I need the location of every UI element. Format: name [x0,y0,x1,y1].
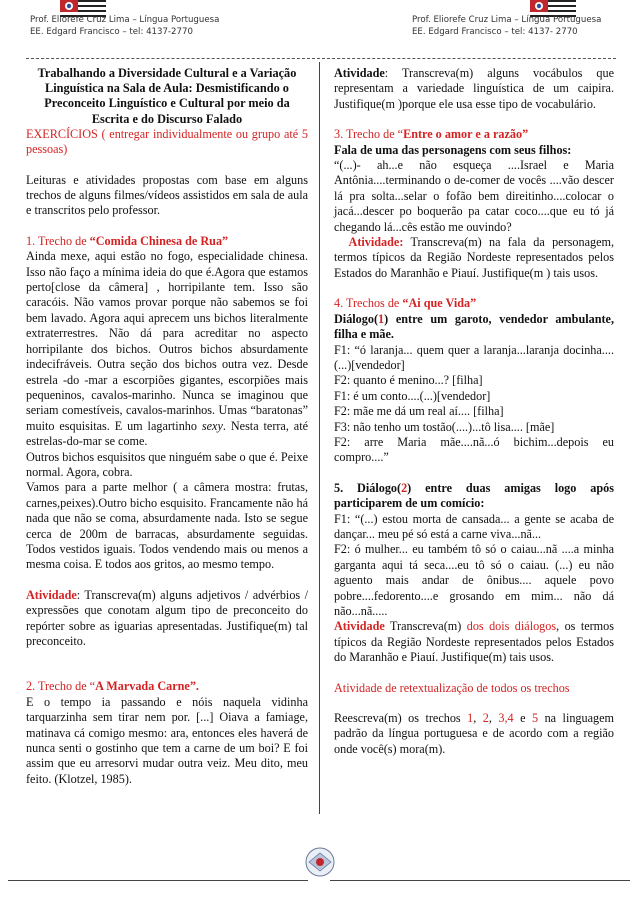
header-right [412,14,601,38]
section-1-text-b: . Nesta terra, até estrelas-do-mar se come. [26,418,309,449]
retextualization-text [334,711,614,757]
dialog-1-line: F1: é um conto....(...)[vendedor] [334,388,491,403]
section-4-name: “Ai que Vida” [402,296,477,311]
activity-5-mid: Transcreva(m) [384,619,467,634]
header-right-line1: Prof. Eliorefe Cruz Lima – Língua Portuguesa [412,15,602,25]
footer-line-right [330,880,630,881]
section-1-text-3: Vamos para a parte melhor ( a câmera mostra: frutas, carnes,peixes).Outro bicho esquisito. Francamente não há nada que não se coma, absurdamente nada. Isto se segue cerca de 200m de barracas, absurdamente seguidas. Todos vestidos iguais. Todos vendendo mais ou menos a mesma coisa. E todos aos gritos, ao mesmo tempo. [26,480,308,572]
exercicios-instructions: EXERCÍCIOS ( entregar individualmente ou grupo até 5 pessoas) [26,126,308,157]
activity-1-text: : Transcreva(m) alguns adjetivos / advérbios / expressões que conotam algum tipo de preconceito do repórter sobre as iguarias apresentadas. Justifique(m) tal preconceito. [26,587,308,648]
dialog-1-line: F2: quanto é menino...? [filha] [334,373,483,388]
activity-3-label: Atividade: [348,235,404,250]
retext-b: na linguagem padrão da língua portuguesa e de acordo com a região onde você(s) mora(m). [334,711,615,756]
section-3-subheading: Fala de uma das personagens com seus filhos: [334,142,572,157]
sexy-word: sexy [201,418,223,433]
section-5-heading [334,481,614,512]
section-2-prefix: 2. Trecho de “ [26,679,96,694]
dialog-1-line: F3: não tenho um tostão(....)...tô lisa.... [mãe] [334,419,555,434]
section-4-heading [334,296,614,311]
activity-2-label: Atividade [334,66,385,80]
activity-5 [334,619,614,665]
activity-2-text: : Transcreva(m) alguns vocábulos que representam a variedade linguística de um caipira. Justifique(m )porque ele usa esse tipo de vocabulário. [334,66,614,111]
section-2-heading [26,679,308,694]
retext-a: Reescreva(m) os trechos [334,711,468,726]
header-divider [26,58,616,59]
section-3-heading [334,127,614,142]
activity-1 [26,588,308,650]
section-3-name: Entre o amor e a razão” [403,127,529,142]
dialog-2-label-a: 5. Diálogo( [334,480,402,495]
retext-sep-1: , [473,711,483,726]
activity-1-label: Atividade [26,587,77,602]
retextualization-heading: Atividade de retextualização de todos os trechos [334,680,570,695]
dialog-2-text-b: F2: ó mulher... eu também tô só o caiau...nã ....a minha garganta aqui tá seca....eu tô só o caiau. (...) eu não aguento mais andar de ônibus.... aquele povo pobre....fedorento....e grosando em mim... não dá não...nã..... [334,542,614,618]
activity-3-text: Transcreva(m) na fala da personagem, termos típicos da Região Nordeste representados pelos Estados do Maranhão e Piauí. Justifique(m ) tais usos. [334,235,615,280]
header-left-line2: EE. Edgard Francisco – tel: 4137-2770 [30,27,193,37]
section-2-text: E o tempo ia passando e nóis naquela vidinha tarquarzinha sem tirar nem por. [...] Oiava a famiage, matinava cá comigo mesmo: ara, entonces eles haverá de nunca senti o gostinho que tem a carne de um boi? E foi assim que eu arresorvi mudar outra veiz. Meu dito, meu feito. (Klotzel, 1985). [26,694,308,786]
right-column [334,66,614,757]
retext-num-2: 2 [482,711,489,726]
dialog-2-text-a: F1: “(...) estou morta de cansada... a gente se acaba de dançar... meu pé só está a carne viva...nã... [334,511,614,541]
activity-5-label: Atividade [334,619,385,634]
page-header [0,0,638,62]
dialog-1-line: F2: mãe me dá um real aí.... [filha] [334,404,504,419]
section-2-name: A Marvada Carne”. [95,679,199,694]
dialog-2-number: 2 [401,480,408,495]
header-left-line1: Prof. Eliorefe Cruz Lima – Língua Portuguesa [30,15,220,25]
document-title: Trabalhando a Diversidade Cultural e a Variação Linguística na Sala de Aula: Desmistificando o Preconceito Linguístico e Cultural por meio da Escrita e do Discurso Falado [37,66,297,126]
section-3-prefix: 3. Trecho de “ [334,127,404,142]
retext-num-3: 3,4 [498,711,514,726]
retext-num-4: 5 [532,711,539,726]
dialog-1-line: F1: “ó laranja... quem quer a laranja...laranja docinha....(...)[vendedor] [334,342,614,372]
section-1-heading [26,234,308,249]
column-divider [319,62,320,814]
section-1-text [26,249,308,449]
section-1-text-2: Outros bichos esquisitos que ninguém sabe o que é. Peixe normal. Agora, cobra. [26,449,308,479]
footer-line-left [8,880,308,881]
activity-5-highlight: dos dois diálogos [466,619,557,634]
retext-num-1: 1 [467,711,474,726]
dialog-1-number: 1 [378,311,385,326]
section-1-prefix: 1. Trecho de [26,233,90,248]
retext-sep-2: , [488,711,499,726]
dialog-1-line: F2: arre Maria mãe....nã...ó bichim...depois eu compro....” [334,434,614,465]
activity-2 [334,66,614,112]
section-3-text: “(...)- ah...e não esqueça ....Israel e Maria Antônia....terminando o de-comer de vocês ....vão descer lá pra solta...selar o fofão bem direitinho....colocar o jacá...descer po boquerão pa catar coco....que eu tó já chegando lá...cês estão me ouvindo? [334,158,614,234]
section-4-prefix: 4. Trechos de [334,296,403,311]
section-1-text-a: Ainda mexe, aqui estão no fogo, especialidade chinesa. Isso não faço a mínima ideia do que é.Agora que estamos perto[close da câmera] , horripilante tem. Isso são caracóis. Não vamos provar porque não sabemos se foi bem lavado. Agora aqui aprecem uns bichos literalmente extraterrestres. Não dá para acreditar no aspecto horripilante dos bichos. Outros bichos absurdamente indecifráveis. Outra seção dos bichos outra vez. Desde estrela -do -mar a escorpiões gigantes, escorpiões mais pequeninos, cavalos-marinho. Nunca se imaginou que seriam comestíveis, cavalos-marinhos. Umas “baratonas” muito esquisitas. E um lagartinho [26,249,308,433]
header-right-line2: EE. Edgard Francisco – tel: 4137- 2770 [412,27,578,37]
dialog-1-label-a: Diálogo( [334,311,379,326]
header-left [30,14,219,38]
section-4-subheading [334,312,614,343]
left-column [26,66,308,787]
intro-paragraph: Leituras e atividades propostas com base em alguns trechos de alguns filmes/vídeos assistidos em sala de aula e transcritos pelo professor. [26,172,308,218]
section-1-name: “Comida Chinesa de Rua” [89,233,229,248]
school-seal-icon [303,845,337,879]
dialog-2-label-b: ) entre duas amigas logo após participarem de um comício: [334,480,615,511]
retext-sep-3: e [513,711,532,726]
activity-3 [334,235,614,281]
dialog-1-label-b: ) entre um garoto, vendedor ambulante, filha e mãe. [334,311,614,342]
activity-5-text: , os termos típicos da Região Nordeste representados pelos Estados do Maranhão e Piauí. Justifique(m) tais usos. [334,619,615,665]
